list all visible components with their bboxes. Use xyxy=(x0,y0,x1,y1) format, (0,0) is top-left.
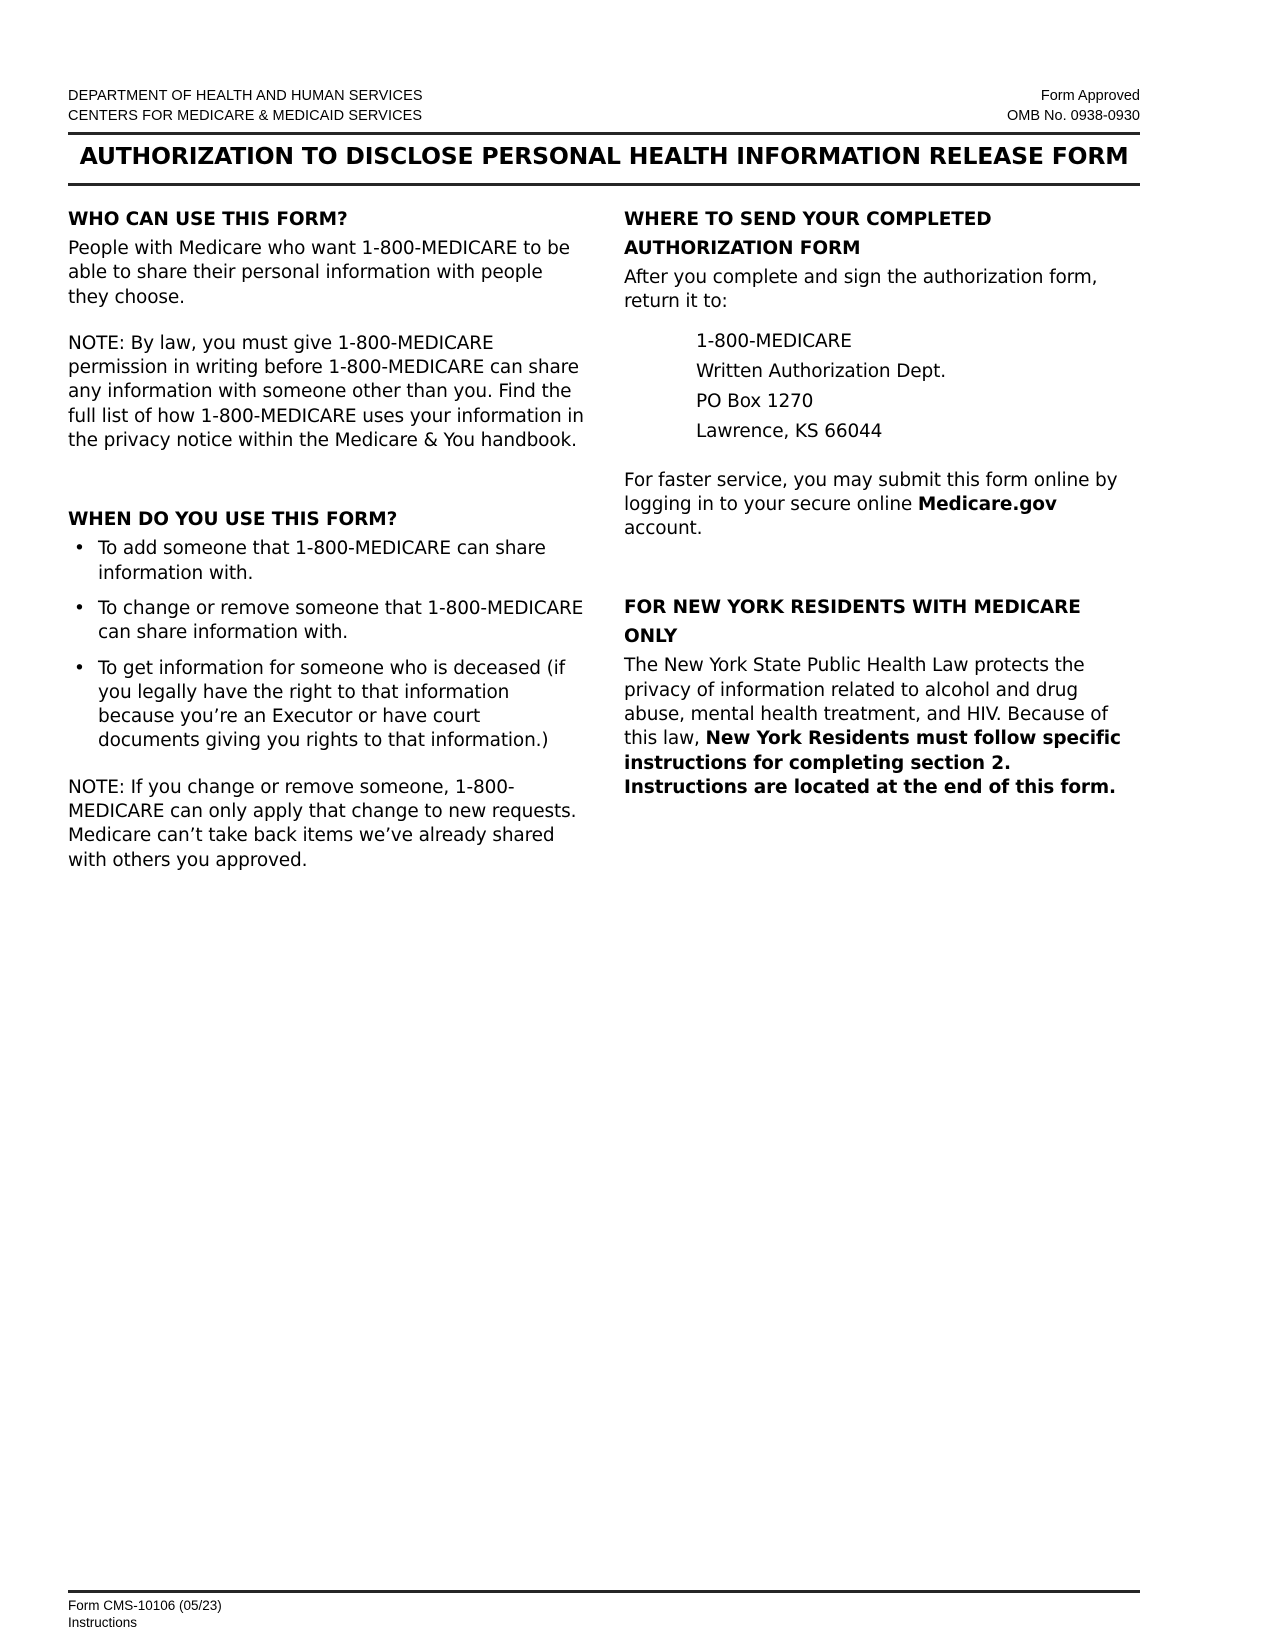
new-york-residents-heading: FOR NEW YORK RESIDENTS WITH MEDICARE ONLY xyxy=(624,597,1081,648)
when-to-use-heading: WHEN DO YOU USE THIS FORM? xyxy=(68,509,398,531)
footer-form-section: Instructions xyxy=(68,1615,138,1630)
left-column xyxy=(68,205,584,895)
document-footer xyxy=(68,1597,222,1631)
where-to-send-heading: WHERE TO SEND YOUR COMPLETED AUTHORIZATION FORM xyxy=(624,209,992,259)
list-item-text: To add someone that 1-800-MEDICARE can share information with. xyxy=(98,538,546,584)
page-title: AUTHORIZATION TO DISCLOSE PERSONAL HEALTH INFORMATION RELEASE FORM xyxy=(79,142,1129,170)
document-header xyxy=(68,86,1140,126)
ny-paragraph-text-pre: The New York State Public Health Law protects the privacy of information related to alcohol and drug abuse, mental health treatment, and HIV. Because of this law, xyxy=(624,655,1108,750)
header-divider-rule xyxy=(68,132,1140,135)
right-column xyxy=(624,205,1140,895)
agency-center-line: CENTERS FOR MEDICARE & MEDICAID SERVICES xyxy=(68,108,423,124)
section-spacer xyxy=(68,475,584,505)
address-line: Lawrence, KS 66044 xyxy=(696,420,883,442)
page-content-area xyxy=(68,0,1140,1649)
when-to-use-note: NOTE: If you change or remove someone, 1-800-MEDICARE can only apply that change to new requests. Medicare can’t take back items we’ve already shared with others you approved. xyxy=(68,776,577,871)
agency-department-line: DEPARTMENT OF HEALTH AND HUMAN SERVICES xyxy=(68,88,423,104)
body-columns xyxy=(68,205,1140,895)
address-line: 1-800-MEDICARE xyxy=(696,330,852,352)
footer-form-number: Form CMS-10106 (05/23) xyxy=(68,1598,222,1613)
address-line: PO Box 1270 xyxy=(696,390,814,412)
omb-approval-block xyxy=(1007,86,1140,126)
section-spacer xyxy=(624,563,1140,593)
agency-identification xyxy=(68,86,423,126)
bullet-point-icon: • xyxy=(74,597,85,619)
address-line: Written Authorization Dept. xyxy=(696,360,946,382)
list-item-text: To get information for someone who is deceased (if you legally have the right to that information because you’re an Executor or have court documents giving you rights to that information.) xyxy=(98,657,565,752)
form-approved-label: Form Approved xyxy=(1040,88,1140,104)
new-york-residents-paragraph xyxy=(624,654,1140,800)
faster-service-paragraph xyxy=(624,469,1140,542)
footer-divider-rule xyxy=(68,1590,1140,1593)
faster-service-text-pre: For faster service, you may submit this form online by logging in to your secure online xyxy=(624,469,1118,515)
who-can-use-paragraph: People with Medicare who want 1-800-MEDICARE to be able to share their personal information with people they choose. xyxy=(68,238,570,308)
faster-service-text-post: account. xyxy=(624,518,703,540)
list-item xyxy=(68,537,584,586)
list-item xyxy=(68,657,584,754)
omb-number-label: OMB No. 0938-0930 xyxy=(1007,108,1140,124)
who-can-use-note: NOTE: By law, you must give 1-800-MEDICARE permission in writing before 1-800-MEDICARE can share any information with someone other than you. Find the full list of how 1-800-MEDICARE uses your information in the privacy notice within the Medicare & You handbook. xyxy=(68,332,584,452)
medicare-gov-emphasis: Medicare.gov xyxy=(917,493,1057,515)
mailing-address-block xyxy=(624,327,1140,447)
list-item-text: To change or remove someone that 1-800-MEDICARE can share information with. xyxy=(98,597,584,644)
bullet-point-icon: • xyxy=(74,657,85,679)
ny-paragraph-emphasis: New York Residents must follow specific instructions for completing section 2. Instructions are located at the end of this form. xyxy=(624,728,1121,798)
when-to-use-bullet-list xyxy=(68,537,584,753)
title-divider-rule xyxy=(68,183,1140,186)
bullet-point-icon: • xyxy=(74,538,85,560)
list-item xyxy=(68,597,584,646)
who-can-use-heading: WHO CAN USE THIS FORM? xyxy=(68,209,348,230)
where-to-send-paragraph: After you complete and sign the authorization form, return it to: xyxy=(624,267,1098,313)
